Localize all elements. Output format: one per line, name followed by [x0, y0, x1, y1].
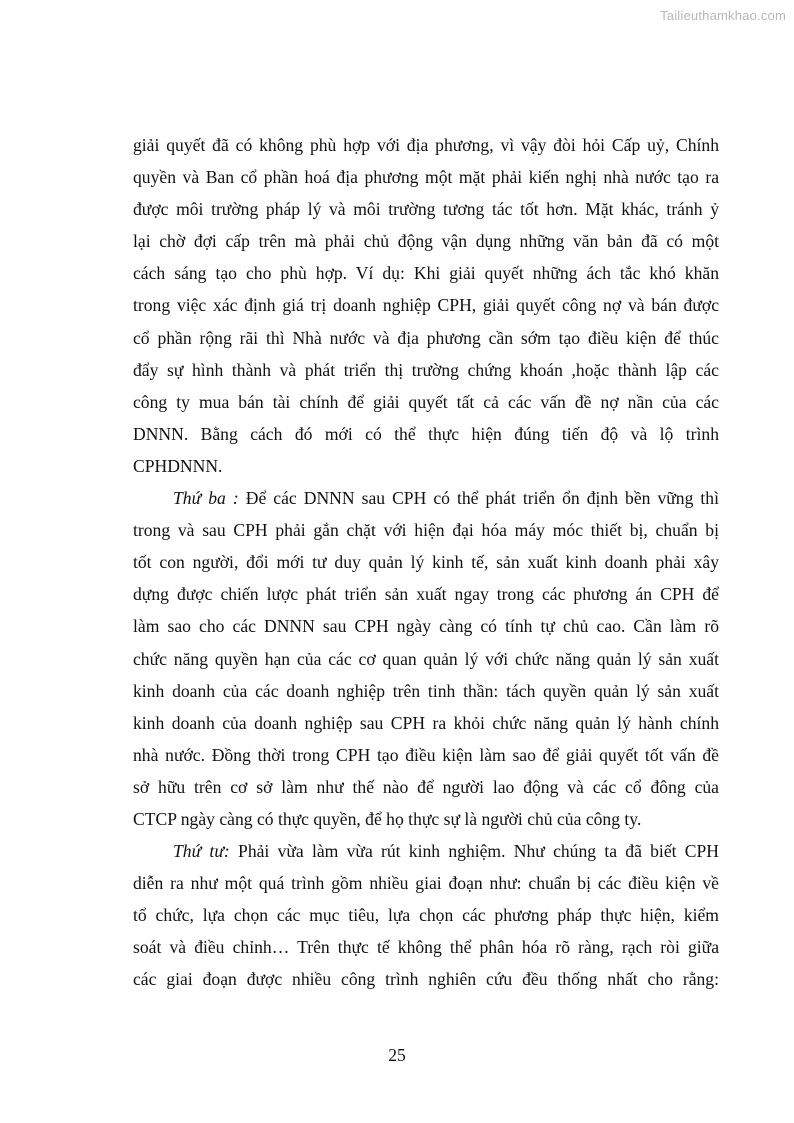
text-line: cách sáng tạo cho phù hợp. Ví dụ: Khi giải quyết những ách tắc khó khăn: [133, 263, 719, 284]
text-line: chức năng quyền hạn của các cơ quan quản lý với chức năng quản lý sản xuất: [133, 648, 719, 669]
text-line: dựng được chiến lược phát triển sản xuất ngay trong các phương án CPH để: [133, 584, 719, 605]
text-line: tốt con người, đổi mới tư duy quản lý kinh tế, sản xuất kinh doanh phải xây: [133, 552, 719, 573]
text-line: trong và sau CPH phải gắn chặt với hiện đại hóa máy móc thiết bị, chuẩn bị: [133, 520, 719, 541]
text-line: kinh doanh của doanh nghiệp sau CPH ra khỏi chức năng quản lý hành chính: [133, 712, 719, 733]
text-line: CTCP ngày càng có thực quyền, để họ thực sự là người chủ của công ty.: [133, 808, 642, 829]
text-line: quyền và Ban cổ phần hoá địa phương một mặt phải kiến nghị nhà nước tạo ra: [133, 167, 719, 188]
paragraph-thu-ba: [133, 482, 719, 835]
paragraph-lead-thu-tu: Thứ tư:: [173, 841, 230, 862]
text-line: sở hữu trên cơ sở làm như thế nào để người lao động và các cổ đông của: [133, 776, 719, 797]
text-line: các giai đoạn được nhiều công trình nghiên cứu đều thống nhất cho rằng:: [133, 969, 719, 990]
text-line: DNNN. Bằng cách đó mới có thể thực hiện đúng tiến độ và lộ trình: [133, 423, 719, 444]
watermark-text: Tailieuthamkhao.com: [660, 8, 786, 23]
text-line-rest: Để các DNNN sau CPH có thể phát triển ổn định bền vững thì: [238, 488, 719, 509]
text-line-rest: Phải vừa làm vừa rút kinh nghiệm. Như chúng ta đã biết CPH: [229, 841, 719, 862]
text-line: CPHDNNN.: [133, 455, 223, 476]
text-line: làm sao cho các DNNN sau CPH ngày càng có tính tự chủ cao. Cần làm rõ: [133, 616, 719, 637]
paragraph-continuation: [133, 129, 719, 482]
document-body: [133, 129, 719, 996]
text-line: kinh doanh của các doanh nghiệp trên tinh thần: tách quyền quản lý sản xuất: [133, 680, 719, 701]
text-line: nhà nước. Đồng thời trong CPH tạo điều kiện làm sao để giải quyết tốt vấn đề: [133, 744, 719, 765]
text-line: diễn ra như một quá trình gồm nhiều giai đoạn như: chuẩn bị các điều kiện về: [133, 873, 719, 894]
text-line-first: [133, 482, 719, 514]
text-line: trong việc xác định giá trị doanh nghiệp CPH, giải quyết công nợ và bán được: [133, 295, 719, 316]
paragraph-thu-tu: [133, 835, 719, 995]
text-line: công ty mua bán tài chính để giải quyết tất cả các vấn đề nợ nần của các: [133, 391, 719, 412]
page-number: 25: [388, 1045, 406, 1065]
paragraph-lead-thu-ba: Thứ ba :: [173, 488, 239, 509]
text-line: lại chờ đợi cấp trên mà phải chủ động vận dụng những văn bản đã có một: [133, 231, 719, 252]
text-line: tổ chức, lựa chọn các mục tiêu, lựa chọn các phương pháp thực hiện, kiểm: [133, 905, 719, 926]
text-line: giải quyết đã có không phù hợp với địa phương, vì vậy đòi hỏi Cấp uỷ, Chính: [133, 135, 719, 155]
text-line: đẩy sự hình thành và phát triển thị trường chứng khoán ,hoặc thành lập các: [133, 359, 719, 380]
text-line-first: [133, 835, 719, 867]
text-line: cổ phần rộng rãi thì Nhà nước và địa phương cần sớm tạo điều kiện để thúc: [133, 327, 719, 348]
text-line: soát và điều chỉnh… Trên thực tế không thể phân hóa rõ ràng, rạch ròi giữa: [133, 937, 719, 958]
text-line: được môi trường pháp lý và môi trường tương tác tốt hơn. Mặt khác, tránh ỷ: [133, 199, 719, 220]
